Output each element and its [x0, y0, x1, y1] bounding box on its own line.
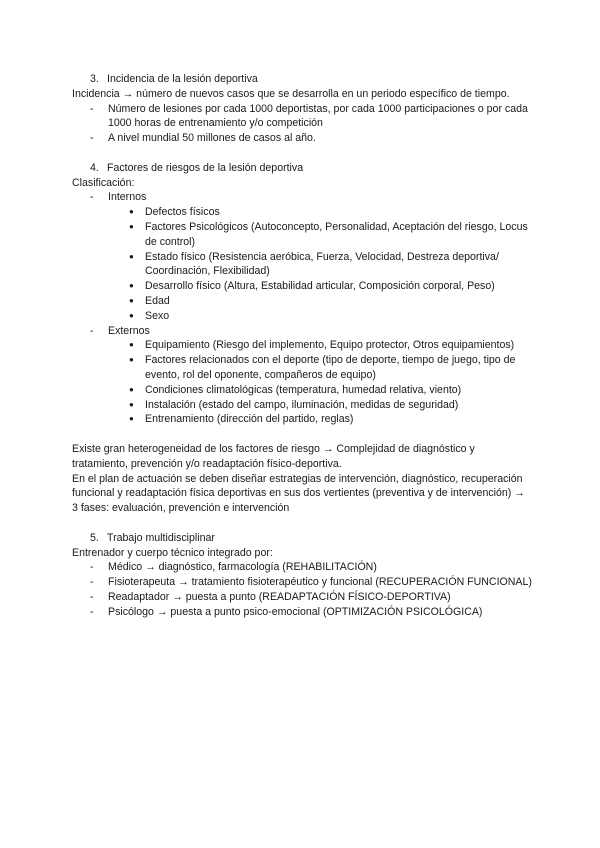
dash-marker: - [90, 590, 94, 603]
list-item: ● Condiciones climatológicas (temperatura, humedad relativa, viento) [129, 383, 462, 396]
section-3-item: - Número de lesiones por cada 1000 deportistas, por cada 1000 participaciones o por cada 1000 horas de entrenamiento y/o competición [90, 102, 528, 130]
bullet-marker: ● [129, 355, 134, 365]
bullet-marker: ● [129, 221, 134, 231]
external-factors-label: - Externos [90, 324, 150, 337]
list-item: ● Estado físico (Resistencia aeróbica, Fuerza, Velocidad, Destreza deportiva/ Coordinación, Flexibilidad) [129, 250, 499, 278]
bullet-marker: ● [129, 207, 134, 217]
team-member-item: - Psicólogo → puesta a punto psico-emocional (OPTIMIZACIÓN PSICOLÓGICA) [90, 605, 483, 618]
incidence-definition: Incidencia → número de nuevos casos que se desarrolla en un periodo específico de tiempo. [72, 87, 510, 100]
dash-marker: - [90, 576, 94, 589]
list-item: ● Instalación (estado del campo, iluminación, medidas de seguridad) [129, 398, 459, 411]
section-5-number: 5. [90, 531, 99, 544]
bullet-marker: ● [129, 281, 134, 291]
bullet-marker: ● [129, 414, 134, 424]
heterogeneity-paragraph: Existe gran heterogeneidad de los factores de riesgo → Complejidad de diagnóstico y tratamiento, prevención y/o readaptación físico-deportiva. [72, 442, 475, 470]
bullet-marker: ● [129, 251, 134, 261]
section-3-heading [72, 72, 532, 87]
list-item: ● Entrenamiento (dirección del partido, reglas) [129, 413, 354, 426]
section-3-number: 3. [90, 73, 99, 85]
external-factors-list [72, 338, 532, 427]
section-3-item: - A nivel mundial 50 millones de casos al año. [90, 132, 316, 145]
team-member-item: - Médico → diagnóstico, farmacología (REHABILITACIÓN) [90, 561, 377, 574]
dash-marker: - [90, 102, 94, 115]
dash-marker: - [90, 561, 94, 574]
bullet-marker: ● [129, 340, 134, 350]
team-member-item: - Fisioterapeuta → tratamiento fisioterapéutico y funcional (RECUPERACIÓN FUNCIONAL) [90, 576, 532, 589]
bullet-marker: ● [129, 399, 134, 409]
section-4-heading [72, 161, 532, 176]
dash-marker: - [90, 324, 94, 337]
section-5-title: Trabajo multidisciplinar [107, 531, 215, 544]
dash-marker: - [90, 191, 94, 204]
classification-label: Clasificación: [72, 176, 135, 189]
team-member-item: - Readaptador → puesta a punto (READAPTACIÓN FÍSICO-DEPORTIVA) [90, 590, 451, 603]
dash-marker: - [90, 132, 94, 145]
list-item: ● Defectos físicos [129, 206, 220, 219]
dash-marker: - [90, 605, 94, 618]
list-item: ● Equipamiento (Riesgo del implemento, Equipo protector, Otros equipamientos) [129, 339, 515, 352]
section-5-heading [72, 531, 532, 546]
list-item: ● Factores relacionados con el deporte (tipo de deporte, tiempo de juego, tipo de evento, rol del oponente, compañeros de equipo) [129, 354, 516, 381]
bullet-marker: ● [129, 384, 134, 394]
list-item: ● Factores Psicológicos (Autoconcepto, Personalidad, Aceptación del riesgo, Locus de control) [129, 220, 528, 248]
list-item: ● Sexo [129, 309, 170, 322]
list-item: ● Desarrollo físico (Altura, Estabilidad articular, Composición corporal, Peso) [129, 280, 495, 293]
section-4-number: 4. [90, 161, 99, 174]
bullet-marker: ● [129, 295, 134, 305]
list-item: ● Edad [129, 294, 170, 307]
action-plan-paragraph: En el plan de actuación se deben diseñar estrategias de intervención, diagnóstico, recuperación funcional y readaptación física deportivas en sus dos vertientes (preventiva y de intervención) → 3 fases: evaluación, prevención e intervención [72, 472, 525, 515]
section-4-title: Factores de riesgos de la lesión deportiva [107, 161, 304, 174]
document-content [72, 72, 532, 619]
team-intro: Entrenador y cuerpo técnico integrado por: [72, 546, 273, 559]
internal-factors-label: - Internos [90, 191, 147, 204]
internal-factors-list [72, 205, 532, 323]
bullet-marker: ● [129, 310, 134, 320]
section-3-title: Incidencia de la lesión deportiva [107, 73, 258, 85]
